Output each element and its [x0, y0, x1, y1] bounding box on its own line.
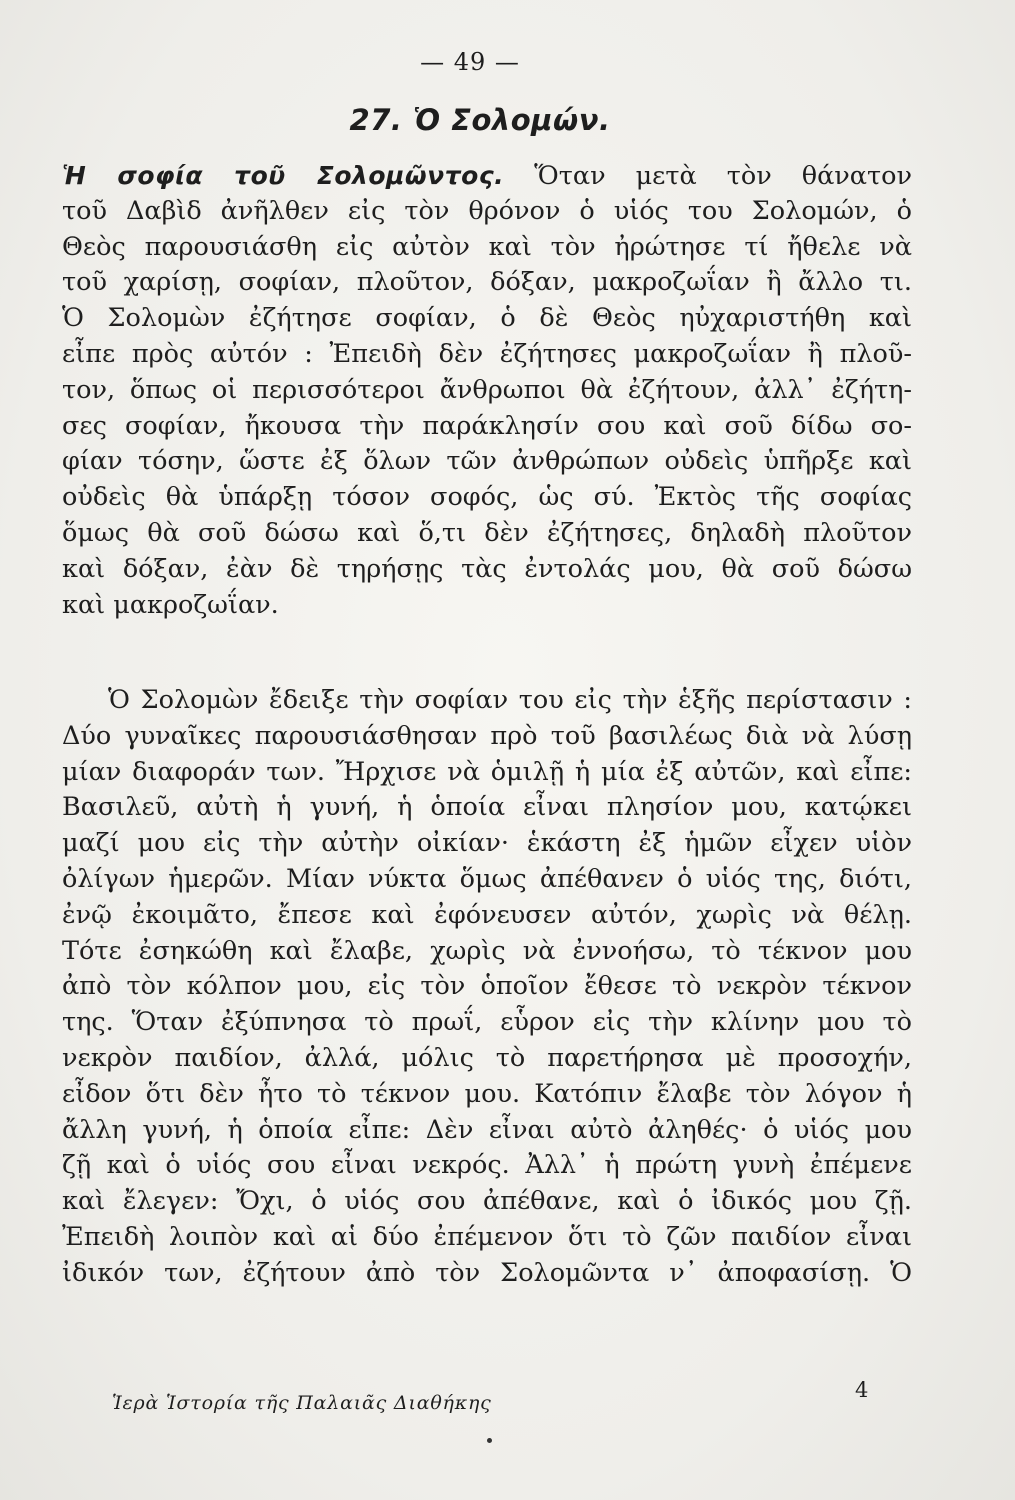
text-line: τοῦ χαρίσῃ, σοφίαν, πλοῦτον, δόξαν, μακροζωΐαν ἢ ἄλλο τι. — [62, 267, 912, 298]
text-line: Ἐπειδὴ λοιπὸν καὶ αἱ δύο ἐπέμενον ὅτι τὸ ζῶν παιδίον εἶναι — [62, 1221, 912, 1252]
text-line: νεκρὸν παιδίον, ἀλλά, μόλις τὸ παρετήρησα μὲ προσοχήν, — [62, 1042, 912, 1073]
chapter-title: 27. Ὁ Σολομών. — [349, 103, 611, 137]
text-line: εἶπε πρὸς αὐτόν : Ἐπειδὴ δὲν ἐζήτησες μακροζωΐαν ἢ πλοῦ- — [62, 338, 912, 369]
text-line: οὐδεὶς θὰ ὑπάρξῃ τόσον σοφός, ὡς σύ. Ἐκτὸς τῆς σοφίας — [62, 482, 912, 513]
text-line: καὶ ἔλεγεν: Ὄχι, ὁ υἱός σου ἀπέθανε, καὶ ὁ ἰδικός μου ζῇ. — [62, 1186, 912, 1217]
text-line-fragment: Ὅταν μετὰ τὸν θάνατον — [534, 161, 912, 191]
text-line — [62, 158, 912, 194]
text-line: σες σοφίαν, ἤκουσα τὴν παράκλησίν σου καὶ σοῦ δίδω σο- — [62, 410, 912, 441]
text-line: τον, ὅπως οἱ περισσότεροι ἄνθρωποι θὰ ἐζήτουν, ἀλλ᾽ ἐζήτη- — [62, 374, 912, 405]
text-line: Ὁ Σολομὼν ἐζήτησε σοφίαν, ὁ δὲ Θεὸς ηὐχαριστήθη καὶ — [62, 303, 912, 334]
paragraph-2 — [62, 683, 912, 1292]
text-line: ὅμως θὰ σοῦ δώσω καὶ ὅ,τι δὲν ἐζήτησες, δηλαδὴ πλοῦτον — [62, 517, 912, 548]
text-line: εἶδον ὅτι δὲν ἦτο τὸ τέκνον μου. Κατόπιν ἔλαβε τὸν λόγον ἡ — [62, 1078, 912, 1109]
text-line: Δύο γυναῖκες παρουσιάσθησαν πρὸ τοῦ βασιλέως διὰ νὰ λύσῃ — [62, 720, 912, 751]
text-line: μίαν διαφοράν των. Ἤρχισε νὰ ὁμιλῇ ἡ μία ἐξ αὐτῶν, καὶ εἶπε: — [62, 756, 912, 787]
text-line: Τότε ἐσηκώθη καὶ ἔλαβε, χωρὶς νὰ ἐννοήσω, τὸ τέκνον μου — [62, 935, 912, 966]
print-mark-dot — [487, 1438, 492, 1443]
text-line: ἄλλη γυνή, ἡ ὁποία εἶπε: Δὲν εἶναι αὐτὸ ἀληθές· ὁ υἱός μου — [62, 1114, 912, 1145]
text-line: καὶ δόξαν, ἐὰν δὲ τηρήσῃς τὰς ἐντολάς μου, θὰ σοῦ δώσω — [62, 553, 912, 584]
footer-book-title: Ἱερὰ Ἱστορία τῆς Παλαιᾶς Διαθήκης — [112, 1392, 492, 1414]
text-line: φίαν τόσην, ὥστε ἐξ ὅλων τῶν ἀνθρώπων οὐδεὶς ὑπῆρξε καὶ — [62, 446, 912, 477]
text-line: μαζί μου εἰς τὴν αὐτὴν οἰκίαν· ἑκάστη ἐξ ἡμῶν εἶχεν υἱὸν — [62, 828, 912, 859]
page-number: — 49 — — [420, 48, 520, 76]
footer-signature-number: 4 — [855, 1378, 869, 1402]
text-line: ζῇ καὶ ὁ υἱός σου εἶναι νεκρός. Ἀλλ᾽ ἡ πρώτη γυνὴ ἐπέμενε — [62, 1150, 912, 1181]
text-line: καὶ μακροζωΐαν. — [62, 589, 279, 620]
text-line: Βασιλεῦ, αὐτὴ ἡ γυνή, ἡ ὁποία εἶναι πλησίον μου, κατῴκει — [62, 792, 912, 823]
text-line: Θεὸς παρουσιάσθη εἰς αὐτὸν καὶ τὸν ἠρώτησε τί ἤθελε νὰ — [62, 231, 912, 262]
text-line: της. Ὅταν ἐξύπνησα τὸ πρωΐ, εὗρον εἰς τὴν κλίνην μου τὸ — [62, 1007, 912, 1038]
text-line: ὀλίγων ἡμερῶν. Μίαν νύκτα ὅμως ἀπέθανεν ὁ υἱός της, διότι, — [62, 863, 912, 894]
text-line: τοῦ Δαβὶδ ἀνῆλθεν εἰς τὸν θρόνον ὁ υἱός του Σολομών, ὁ — [62, 195, 912, 226]
text-line: ἰδικόν των, ἐζήτουν ἀπὸ τὸν Σολομῶντα ν᾽ ἀποφασίσῃ. Ὁ — [62, 1257, 912, 1288]
text-line: ἀπὸ τὸν κόλπον μου, εἰς τὸν ὁποῖον ἔθεσε τὸ νεκρὸν τέκνον — [62, 971, 912, 1002]
text-line: Ὁ Σολομὼν ἔδειξε τὴν σοφίαν του εἰς τὴν ἑξῆς περίστασιν : — [108, 685, 912, 715]
section-subheading: Ἡ σοφία τοῦ Σολομῶντος. — [62, 161, 505, 190]
text-line: ἐνῷ ἐκοιμᾶτο, ἔπεσε καὶ ἐφόνευσεν αὐτόν, χωρὶς νὰ θέλῃ. — [62, 899, 912, 930]
paragraph-1 — [62, 158, 912, 623]
